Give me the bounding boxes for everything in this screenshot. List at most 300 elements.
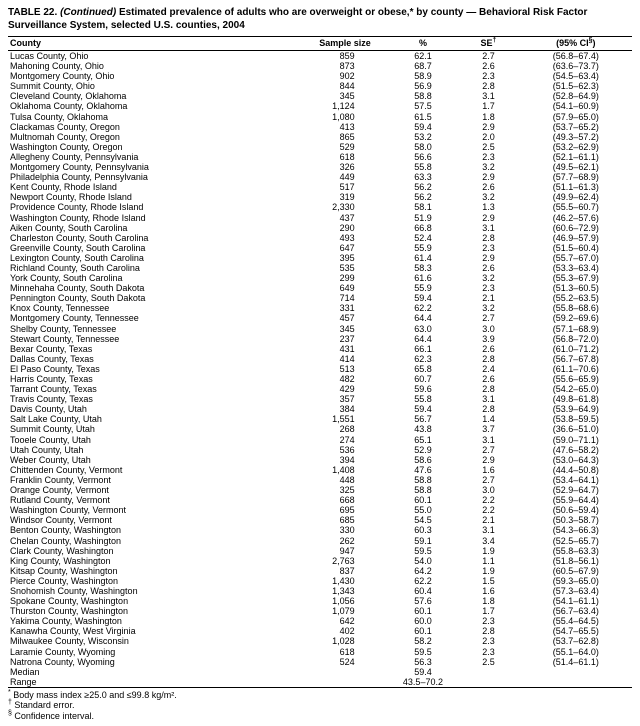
ci-cell: (57.3–63.4) — [552, 585, 599, 596]
sample-size-cell: 1,430 — [332, 575, 355, 586]
table-row — [8, 556, 632, 566]
sample-size-cell: 493 — [339, 232, 355, 243]
table-title — [8, 6, 632, 32]
table-row — [8, 263, 632, 273]
percent-cell: 58.1 — [414, 202, 432, 213]
ci-cell: (63.6–73.7) — [552, 61, 599, 72]
table-row — [8, 536, 632, 546]
header-se-label: SE — [480, 38, 493, 48]
ci-cell: (50.6–59.4) — [552, 505, 599, 516]
ci-cell: (53.8–59.5) — [552, 414, 599, 425]
sample-size-cell: 395 — [339, 252, 355, 263]
table-row — [8, 162, 632, 172]
se-cell: 2.1 — [482, 293, 495, 304]
percent-cell: 59.5 — [414, 646, 432, 657]
county-cell: Allegheny County, Pennsylvania — [10, 151, 139, 162]
percent-cell: 62.1 — [414, 51, 432, 61]
sample-size-cell: 947 — [339, 545, 355, 556]
county-cell: Minnehaha County, South Dakota — [10, 283, 145, 294]
se-cell: 1.6 — [482, 464, 495, 475]
se-cell: 3.1 — [482, 91, 495, 102]
ci-cell: (54.1–61.1) — [552, 596, 599, 607]
percent-cell: 66.1 — [414, 343, 432, 354]
se-cell: 1.6 — [482, 585, 495, 596]
sample-size-cell: 268 — [339, 424, 355, 435]
ci-cell: (52.5–65.7) — [552, 535, 599, 546]
table-row — [8, 586, 632, 596]
percent-cell: 53.2 — [414, 131, 432, 142]
percent-cell: 62.2 — [414, 303, 432, 314]
sample-size-cell: 402 — [339, 626, 355, 637]
ci-cell: (49.5–62.1) — [552, 162, 599, 173]
prevalence-table — [8, 36, 632, 688]
table-title-label: TABLE 22. — [8, 7, 58, 18]
sample-size-cell: 529 — [339, 141, 355, 152]
sample-size-cell: 513 — [339, 363, 355, 374]
sample-size-cell: 448 — [339, 474, 355, 485]
footnote: † Standard error. — [8, 699, 75, 711]
table-row — [8, 152, 632, 162]
table-row — [8, 81, 632, 91]
se-cell: 2.7 — [482, 51, 495, 61]
sample-size-cell: 1,124 — [332, 101, 355, 112]
sample-size-cell: 1,080 — [332, 111, 355, 122]
percent-cell: 52.9 — [414, 444, 432, 455]
footnote-marker: § — [8, 709, 12, 717]
county-cell: Travis County, Texas — [10, 394, 93, 405]
se-cell: 2.3 — [482, 283, 495, 294]
table-row — [8, 293, 632, 303]
ci-cell: (55.8–68.6) — [552, 303, 599, 314]
percent-cell: 58.8 — [414, 485, 432, 496]
table-row — [8, 596, 632, 606]
table-header — [8, 37, 632, 51]
table-row — [8, 253, 632, 263]
se-cell: 2.6 — [482, 182, 495, 193]
county-cell: Philadelphia County, Pennsylvania — [10, 172, 148, 183]
ci-cell: (61.1–70.6) — [552, 363, 599, 374]
se-cell: 3.2 — [482, 273, 495, 284]
table-row — [8, 404, 632, 414]
summary-row — [8, 667, 632, 677]
se-cell: 2.9 — [482, 252, 495, 263]
table-title-text: Estimated prevalence of adults who are overweight or obese,* by county — Behavioral Risk Factor Surveillance System, selected U.S. counties, 2004 — [8, 7, 588, 31]
se-cell: 3.2 — [482, 303, 495, 314]
table-row — [8, 505, 632, 515]
table-row — [8, 334, 632, 344]
sample-size-cell: 859 — [339, 51, 355, 61]
county-cell: Pennington County, South Dakota — [10, 293, 146, 304]
ci-cell: (54.7–65.5) — [552, 626, 599, 637]
se-cell: 1.7 — [482, 606, 495, 617]
percent-cell: 68.7 — [414, 61, 432, 72]
county-cell: Providence County, Rhode Island — [10, 202, 144, 213]
se-cell: 2.5 — [482, 141, 495, 152]
table-row — [8, 495, 632, 505]
county-cell: Newport County, Rhode Island — [10, 192, 132, 203]
table-row — [8, 51, 632, 62]
county-cell: Dallas County, Texas — [10, 353, 94, 364]
table-row — [8, 364, 632, 374]
table-row — [8, 475, 632, 485]
county-cell: Tooele County, Utah — [10, 434, 91, 445]
header-percent-label: % — [418, 38, 427, 48]
ci-cell: (53.2–62.9) — [552, 141, 599, 152]
percent-cell: 60.4 — [414, 585, 432, 596]
ci-cell: (54.2–65.0) — [552, 384, 599, 395]
se-cell: 1.5 — [482, 575, 495, 586]
percent-cell: 55.9 — [414, 242, 432, 253]
percent-cell: 58.8 — [414, 474, 432, 485]
se-cell: 2.2 — [482, 505, 495, 516]
se-cell: 3.9 — [482, 333, 495, 344]
percent-cell: 56.2 — [414, 182, 432, 193]
percent-cell: 57.5 — [414, 101, 432, 112]
sample-size-cell: 357 — [339, 394, 355, 405]
sample-size-cell: 326 — [339, 162, 355, 173]
county-cell: Clackamas County, Oregon — [10, 121, 120, 132]
sample-size-cell: 649 — [339, 283, 355, 294]
table-row — [8, 485, 632, 495]
sample-size-cell: 1,343 — [332, 585, 355, 596]
sample-size-cell: 618 — [339, 151, 355, 162]
percent-cell: 59.5 — [414, 545, 432, 556]
ci-cell: (46.9–57.9) — [552, 232, 599, 243]
table-row — [8, 576, 632, 586]
table-row — [8, 223, 632, 233]
table-row — [8, 233, 632, 243]
table-row — [8, 243, 632, 253]
sample-size-cell: 299 — [339, 273, 355, 284]
sample-size-cell: 647 — [339, 242, 355, 253]
se-cell — [457, 667, 519, 677]
county-cell: Lucas County, Ohio — [10, 51, 89, 61]
percent-cell: 54.0 — [414, 555, 432, 566]
se-cell: 2.7 — [482, 444, 495, 455]
table-row — [8, 313, 632, 323]
se-cell: 3.1 — [482, 222, 495, 233]
county-cell: Tarrant County, Texas — [10, 384, 97, 395]
sample-size-cell: 902 — [339, 71, 355, 82]
footnote-marker: † — [8, 699, 12, 707]
se-cell: 2.1 — [482, 515, 495, 526]
table-row — [8, 424, 632, 434]
table-row — [8, 122, 632, 132]
se-cell: 2.9 — [482, 454, 495, 465]
se-cell: 3.0 — [482, 485, 495, 496]
county-cell: Laramie County, Wyoming — [10, 646, 116, 657]
county-cell: Richland County, South Carolina — [10, 262, 140, 273]
se-cell: 2.3 — [482, 242, 495, 253]
se-cell: 2.8 — [482, 626, 495, 637]
county-cell: Range — [10, 676, 37, 687]
percent-cell: 58.8 — [414, 91, 432, 102]
county-cell: Franklin County, Vermont — [10, 474, 111, 485]
sample-size-cell: 668 — [339, 495, 355, 506]
header-sample-size — [301, 37, 388, 51]
county-cell: Milwaukee County, Wisconsin — [10, 636, 129, 647]
ci-cell: (51.1–61.3) — [552, 182, 599, 193]
table-row — [8, 636, 632, 646]
percent-cell: 61.5 — [414, 111, 432, 122]
ci-cell: (49.9–62.4) — [552, 192, 599, 203]
percent-cell: 65.1 — [414, 434, 432, 445]
sample-size-cell: 262 — [339, 535, 355, 546]
header-percent — [389, 37, 458, 51]
percent-cell: 60.3 — [414, 525, 432, 536]
se-cell: 3.2 — [482, 192, 495, 203]
county-cell: Orange County, Vermont — [10, 485, 109, 496]
percent-cell: 51.9 — [414, 212, 432, 223]
sample-size-cell: 413 — [339, 121, 355, 132]
percent-cell: 52.4 — [414, 232, 432, 243]
county-cell: Shelby County, Tennessee — [10, 323, 117, 334]
percent-cell: 56.2 — [414, 192, 432, 203]
table-row — [8, 213, 632, 223]
sample-size-cell: 325 — [339, 485, 355, 496]
sample-size-cell: 345 — [339, 91, 355, 102]
ci-cell: (52.1–61.1) — [552, 151, 599, 162]
sample-size-cell: 837 — [339, 565, 355, 576]
ci-cell: (55.5–60.7) — [552, 202, 599, 213]
ci-cell: (52.8–64.9) — [552, 91, 599, 102]
county-cell: Multnomah County, Oregon — [10, 131, 120, 142]
county-cell: Knox County, Tennessee — [10, 303, 110, 314]
county-cell: Utah County, Utah — [10, 444, 84, 455]
table-row — [8, 435, 632, 445]
county-cell: Salt Lake County, Utah — [10, 414, 102, 425]
table-row — [8, 394, 632, 404]
se-cell: 3.4 — [482, 535, 495, 546]
sample-size-cell: 1,028 — [332, 636, 355, 647]
table-row — [8, 344, 632, 354]
ci-cell — [520, 667, 632, 677]
county-cell: Montgomery County, Ohio — [10, 71, 115, 82]
county-cell: Tulsa County, Oklahoma — [10, 111, 109, 122]
ci-cell: (36.6–51.0) — [552, 424, 599, 435]
table-row — [8, 515, 632, 525]
ci-cell: (56.7–67.8) — [552, 353, 599, 364]
ci-cell: (55.3–67.9) — [552, 273, 599, 284]
table-row — [8, 566, 632, 576]
percent-cell: 55.9 — [414, 283, 432, 294]
se-cell: 3.2 — [482, 162, 495, 173]
percent-cell: 43.8 — [414, 424, 432, 435]
percent-cell: 59.4 — [414, 666, 432, 677]
se-cell — [457, 677, 519, 688]
table-row — [8, 324, 632, 334]
percent-cell: 54.5 — [414, 515, 432, 526]
se-cell: 2.3 — [482, 646, 495, 657]
se-cell: 2.2 — [482, 495, 495, 506]
header-sample-size-label: Sample size — [319, 38, 371, 48]
sample-size-cell: 290 — [339, 222, 355, 233]
table-row — [8, 192, 632, 202]
percent-cell: 55.0 — [414, 505, 432, 516]
table-row — [8, 283, 632, 293]
county-cell: Washington County, Oregon — [10, 141, 123, 152]
se-cell: 1.9 — [482, 545, 495, 556]
percent-cell: 59.1 — [414, 535, 432, 546]
ci-cell: (55.4–64.5) — [552, 616, 599, 627]
county-cell: Weber County, Utah — [10, 454, 91, 465]
county-cell: Spokane County, Washington — [10, 596, 129, 607]
percent-cell: 58.9 — [414, 71, 432, 82]
table-row — [8, 202, 632, 212]
percent-cell: 58.0 — [414, 141, 432, 152]
percent-cell: 61.6 — [414, 273, 432, 284]
county-cell: Montgomery County, Pennsylvania — [10, 162, 149, 173]
county-cell: Charleston County, South Carolina — [10, 232, 149, 243]
percent-cell: 56.3 — [414, 656, 432, 667]
sample-size-cell: 274 — [339, 434, 355, 445]
ci-cell: (50.3–58.7) — [552, 515, 599, 526]
percent-cell: 56.6 — [414, 151, 432, 162]
percent-cell: 62.2 — [414, 575, 432, 586]
ci-cell: (53.7–65.2) — [552, 121, 599, 132]
summary-row — [8, 677, 632, 688]
percent-cell: 60.1 — [414, 606, 432, 617]
county-cell: El Paso County, Texas — [10, 363, 100, 374]
sample-size-cell: 844 — [339, 81, 355, 92]
table-row — [8, 546, 632, 556]
county-cell: Pierce County, Washington — [10, 575, 119, 586]
sample-size-cell: 431 — [339, 343, 355, 354]
sample-size-cell: 1,056 — [332, 596, 355, 607]
county-cell: Greenville County, South Carolina — [10, 242, 146, 253]
ci-cell: (61.0–71.2) — [552, 343, 599, 354]
sample-size-cell: 429 — [339, 384, 355, 395]
percent-cell: 64.4 — [414, 333, 432, 344]
ci-cell: (59.2–69.6) — [552, 313, 599, 324]
county-cell: Chittenden County, Vermont — [10, 464, 123, 475]
ci-cell: (44.4–50.8) — [552, 464, 599, 475]
percent-cell: 60.1 — [414, 495, 432, 506]
county-cell: Cleveland County, Oklahoma — [10, 91, 127, 102]
ci-cell: (53.3–63.4) — [552, 262, 599, 273]
ci-cell: (57.7–68.9) — [552, 172, 599, 183]
county-cell: Kitsap County, Washington — [10, 565, 118, 576]
ci-cell: (59.0–71.1) — [552, 434, 599, 445]
se-cell: 2.6 — [482, 262, 495, 273]
county-cell: Windsor County, Vermont — [10, 515, 112, 526]
se-cell: 3.7 — [482, 424, 495, 435]
se-cell: 2.6 — [482, 61, 495, 72]
ci-cell: (49.3–57.2) — [552, 131, 599, 142]
sample-size-cell: 345 — [339, 323, 355, 334]
ci-cell: (57.9–65.0) — [552, 111, 599, 122]
table-row — [8, 374, 632, 384]
se-cell: 2.9 — [482, 212, 495, 223]
ci-cell: (55.7–67.0) — [552, 252, 599, 263]
percent-cell: 55.8 — [414, 162, 432, 173]
table-row — [8, 101, 632, 111]
percent-cell: 55.8 — [414, 394, 432, 405]
percent-cell: 60.7 — [414, 374, 432, 384]
se-cell: 2.5 — [482, 656, 495, 667]
se-cell: 1.3 — [482, 202, 495, 213]
county-cell: Rutland County, Vermont — [10, 495, 110, 506]
percent-cell: 56.7 — [414, 414, 432, 425]
percent-cell: 60.1 — [414, 626, 432, 637]
sample-size-cell: 865 — [339, 131, 355, 142]
se-cell: 2.8 — [482, 404, 495, 415]
ci-cell: (54.5–63.4) — [552, 71, 599, 82]
county-cell: Kent County, Rhode Island — [10, 182, 117, 193]
table-row — [8, 182, 632, 192]
county-cell: Clark County, Washington — [10, 545, 114, 556]
se-cell: 3.0 — [482, 323, 495, 334]
county-cell: Median — [10, 666, 40, 677]
ci-cell: (59.3–65.0) — [552, 575, 599, 586]
county-cell: Oklahoma County, Oklahoma — [10, 101, 128, 112]
footnote-marker: * — [8, 688, 11, 696]
county-cell: York County, South Carolina — [10, 273, 123, 284]
sample-size-cell: 482 — [339, 374, 355, 384]
ci-cell: (53.7–62.8) — [552, 636, 599, 647]
table-row — [8, 142, 632, 152]
percent-cell: 57.6 — [414, 596, 432, 607]
percent-cell: 63.3 — [414, 172, 432, 183]
ci-cell: (53.9–64.9) — [552, 404, 599, 415]
percent-cell: 58.2 — [414, 636, 432, 647]
sample-size-cell: 457 — [339, 313, 355, 324]
ci-cell: (56.8–72.0) — [552, 333, 599, 344]
county-cell: King County, Washington — [10, 555, 111, 566]
sample-size-cell: 449 — [339, 172, 355, 183]
county-cell: Summit County, Utah — [10, 424, 95, 435]
county-cell: Washington County, Vermont — [10, 505, 127, 516]
sample-size-cell: 437 — [339, 212, 355, 223]
sample-size-cell: 535 — [339, 262, 355, 273]
ci-cell: (53.0–64.3) — [552, 454, 599, 465]
se-cell: 1.8 — [482, 111, 495, 122]
percent-cell: 58.3 — [414, 262, 432, 273]
sample-size-cell: 237 — [339, 333, 355, 344]
percent-cell: 58.6 — [414, 454, 432, 465]
ci-cell: (60.6–72.9) — [552, 222, 599, 233]
table-row — [8, 384, 632, 394]
ci-cell: (55.1–64.0) — [552, 646, 599, 657]
county-cell: Harris County, Texas — [10, 374, 93, 384]
se-cell: 3.1 — [482, 434, 495, 445]
header-ci-label: (95% CI — [556, 38, 589, 48]
percent-cell: 59.4 — [414, 404, 432, 415]
county-cell: Stewart County, Tennessee — [10, 333, 120, 344]
county-cell: Washington County, Rhode Island — [10, 212, 146, 223]
se-cell: 2.7 — [482, 313, 495, 324]
se-cell: 3.1 — [482, 525, 495, 536]
sample-size-cell: 1,551 — [332, 414, 355, 425]
se-cell: 2.3 — [482, 151, 495, 162]
se-cell: 1.9 — [482, 565, 495, 576]
ci-cell: (55.8–63.3) — [552, 545, 599, 556]
ci-cell: (51.4–61.1) — [552, 656, 599, 667]
county-cell: Davis County, Utah — [10, 404, 87, 415]
ci-cell: (54.1–60.9) — [552, 101, 599, 112]
percent-cell: 66.8 — [414, 222, 432, 233]
sample-size-cell: 2,763 — [332, 555, 355, 566]
table-row — [8, 71, 632, 81]
percent-cell: 59.4 — [414, 121, 432, 132]
county-cell: Aiken County, South Carolina — [10, 222, 128, 233]
se-cell: 2.8 — [482, 81, 495, 92]
se-cell: 2.4 — [482, 363, 495, 374]
ci-cell: (47.6–58.2) — [552, 444, 599, 455]
se-cell: 2.8 — [482, 353, 495, 364]
table-row — [8, 647, 632, 657]
county-cell: Mahoning County, Ohio — [10, 61, 104, 72]
